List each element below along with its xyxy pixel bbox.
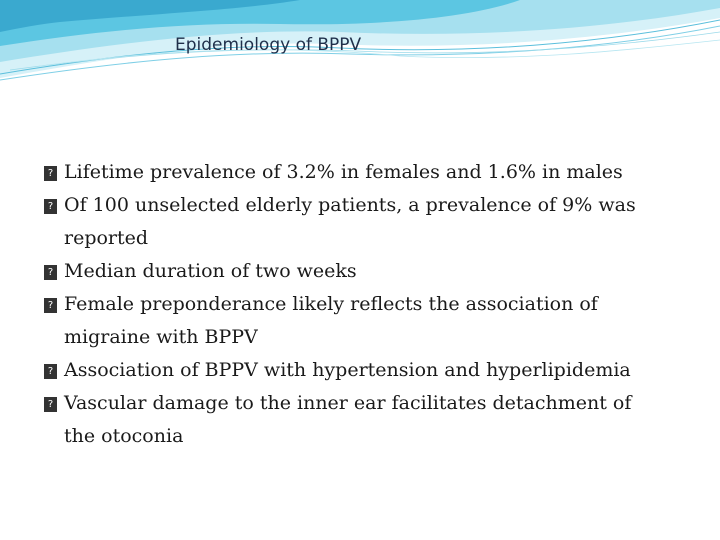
- bullet-text: Vascular damage to the inner ear facilitates detachment of: [64, 392, 632, 414]
- bullet-item: [44, 354, 694, 387]
- missing-glyph-bullet-icon: [44, 265, 57, 280]
- bullet-item: [44, 255, 694, 288]
- bullet-text-continuation: reported: [64, 227, 149, 249]
- missing-glyph-bullet-icon: [44, 364, 57, 379]
- bullet-item: [44, 156, 694, 189]
- bullet-item: [44, 387, 694, 453]
- bullet-text: Of 100 unselected elderly patients, a prevalence of 9% was: [64, 194, 636, 216]
- missing-glyph-bullet-icon: [44, 199, 57, 214]
- bullet-text: Association of BPPV with hypertension and hyperlipidemia: [64, 359, 631, 381]
- missing-glyph-bullet-icon: [44, 166, 57, 181]
- bullet-item: [44, 189, 694, 255]
- missing-glyph-bullet-icon: [44, 298, 57, 313]
- bullet-text-continuation: migraine with BPPV: [64, 326, 258, 348]
- bullet-text: Lifetime prevalence of 3.2% in females and 1.6% in males: [64, 161, 623, 183]
- missing-glyph-bullet-icon: [44, 397, 57, 412]
- bullet-text-continuation: the otoconia: [64, 425, 184, 447]
- slide-title: Epidemiology of BPPV: [175, 35, 362, 55]
- bullet-text: Median duration of two weeks: [64, 260, 357, 282]
- bullet-list: [44, 156, 694, 453]
- bullet-text: Female preponderance likely reflects the association of: [64, 293, 598, 315]
- bullet-item: [44, 288, 694, 354]
